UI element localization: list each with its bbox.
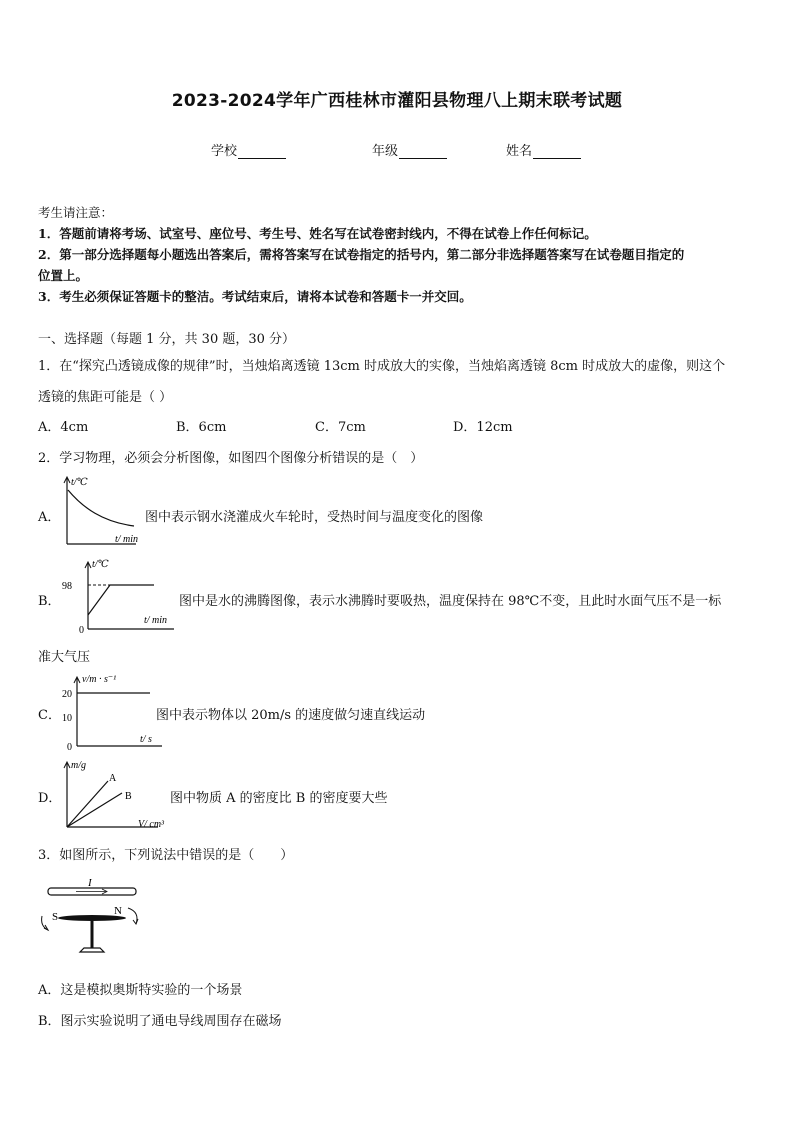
q2-c-tick-20: 20	[62, 689, 72, 700]
q1-option-a: A．4cm	[38, 420, 89, 435]
q2-d-graph	[58, 755, 176, 835]
notice-item-2: 2．第一部分选择题每小题选出答案后，需将答案写在试卷指定的括号内，第二部分非选择题答案写在试卷题目指定的	[38, 247, 685, 262]
notice-item-2-cont: 位置上。	[38, 268, 89, 283]
q2-a-xlabel: t/ min	[115, 534, 139, 545]
name-field	[506, 140, 581, 159]
q2-d-label-a: A	[109, 773, 117, 784]
q3-option-b: B．图示实验说明了通电导线周围存在磁场	[38, 1014, 282, 1029]
south-pole-label: S	[52, 911, 59, 923]
q1-option-d: D．12cm	[453, 420, 513, 435]
q2-c-graph	[58, 670, 168, 754]
q2-c-ylabel: v/m · s⁻¹	[82, 674, 117, 685]
q1-option-b: B．6cm	[176, 420, 227, 435]
page-title: 2023-2024学年广西桂林市灌阳县物理八上期末联考试题	[171, 91, 623, 111]
notice-heading: 考生请注意：	[38, 205, 114, 220]
q2-c-xlabel: t/ s	[140, 734, 152, 745]
q2-d-label: D．	[38, 791, 62, 806]
q2-a-text: 图中表示钢水浇灌成火车轮时，受热时间与温度变化的图像	[145, 510, 484, 525]
q3-oersted-figure	[36, 872, 156, 964]
q2-b-tick-0: 0	[79, 625, 84, 635]
rotation-arrowhead-right	[133, 919, 138, 924]
q1-stem-line2: 透镜的焦距可能是（ ）	[38, 390, 173, 405]
q2-b-ylabel: t/℃	[92, 559, 109, 570]
q2-b-graph	[58, 555, 182, 635]
q1-option-c: C．7cm	[315, 420, 366, 435]
q2-b-text: 图中是水的沸腾图像，表示水沸腾时要吸热，温度保持在 98℃不变，且此时水面气压不是一标	[179, 594, 722, 609]
q3-stem: 3．如图所示，下列说法中错误的是（ ）	[38, 848, 294, 863]
q2-a-ylabel: t/℃	[71, 477, 88, 488]
q2-c-text: 图中表示物体以 20m/s 的速度做匀速直线运动	[156, 708, 426, 723]
current-label: I	[88, 877, 92, 889]
q2-a-curve	[68, 490, 134, 526]
q2-d-line-b	[67, 793, 122, 827]
q2-c-tick-0: 0	[67, 742, 72, 753]
q2-d-text: 图中物质 A 的密度比 B 的密度要大些	[170, 791, 388, 806]
grade-field	[372, 140, 447, 159]
q2-a-graph	[58, 472, 154, 552]
name-label: 姓名	[506, 144, 533, 159]
q2-c-tick-10: 10	[62, 713, 72, 724]
q2-d-xlabel: V/ cm³	[138, 819, 165, 830]
q2-d-label-b: B	[125, 791, 132, 802]
school-blank	[238, 145, 286, 159]
name-blank	[533, 145, 581, 159]
q2-a-label: A．	[38, 510, 61, 525]
q2-b-tick-98: 98	[62, 581, 72, 592]
school-field	[211, 140, 286, 159]
rotation-arrow-right	[128, 908, 137, 924]
q2-d-ylabel: m/g	[71, 760, 86, 771]
q2-b-label: B．	[38, 594, 61, 609]
notice-item-3: 3．考生必须保证答题卡的整洁。考试结束后，请将本试卷和答题卡一并交回。	[38, 289, 472, 304]
notice-item-1: 1．答题前请将考场、试室号、座位号、考生号、姓名写在试卷密封线内，不得在试卷上作任何标记。	[38, 226, 597, 241]
q2-d-line-a	[67, 781, 108, 827]
q2-c-label: C．	[38, 708, 61, 723]
q2-b-text-cont: 准大气压	[38, 650, 91, 665]
q2-b-curve	[88, 585, 154, 615]
grade-blank	[399, 145, 447, 159]
stand-base	[80, 948, 104, 952]
q3-option-a: A．这是模拟奥斯特实验的一个场景	[38, 983, 243, 998]
school-label: 学校	[211, 144, 238, 159]
q1-stem-line1: 1．在“探究凸透镜成像的规律”时，当烛焰离透镜 13cm 时成放大的实像，当烛焰离透镜 8cm 时成放大的虚像，则这个	[38, 359, 726, 374]
q2-stem: 2．学习物理，必须会分析图像，如图四个图像分析错误的是（ ）	[38, 451, 424, 466]
grade-label: 年级	[372, 144, 399, 159]
q2-b-xlabel: t/ min	[144, 615, 168, 626]
section-heading: 一、选择题（每题 1 分，共 30 题，30 分）	[38, 332, 296, 347]
north-pole-label: N	[114, 905, 122, 917]
